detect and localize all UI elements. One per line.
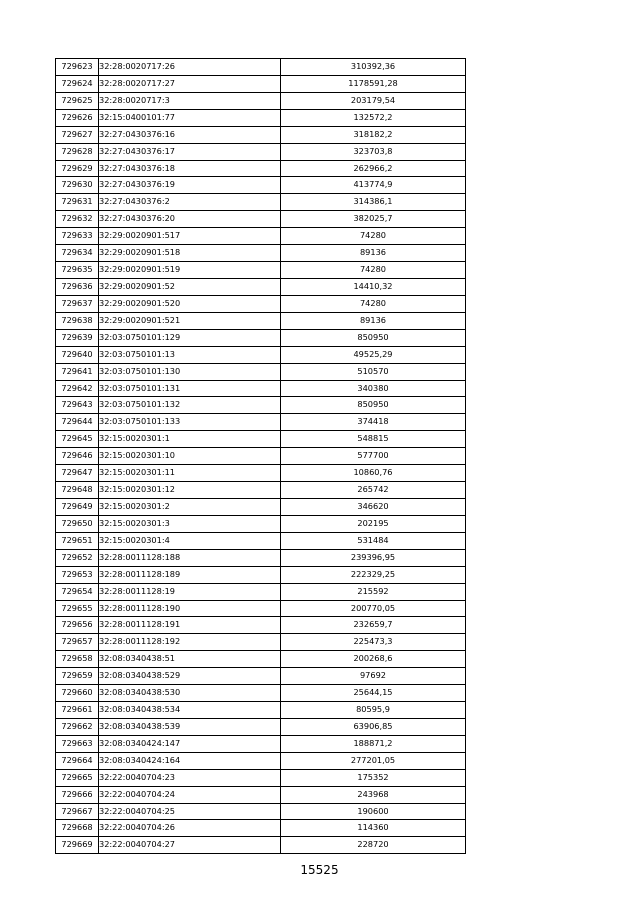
cadastral-number-cell: 32:28:0011128:192 [99, 634, 281, 651]
cadastral-value-cell: 132572,2 [281, 109, 466, 126]
table-row [56, 363, 466, 380]
cadastral-value-cell: 243968 [281, 786, 466, 803]
table-row [56, 92, 466, 109]
table-row [56, 75, 466, 92]
cadastral-value-cell: 228720 [281, 837, 466, 854]
table-row [56, 211, 466, 228]
table-row [56, 126, 466, 143]
table-row [56, 685, 466, 702]
table-body [56, 59, 466, 854]
cadastral-number-cell: 32:28:0020717:3 [99, 92, 281, 109]
cadastral-value-cell: 175352 [281, 769, 466, 786]
cadastral-number-cell: 32:28:0020717:27 [99, 75, 281, 92]
cadastral-number-cell: 32:28:0020717:26 [99, 59, 281, 76]
table-row [56, 651, 466, 668]
cadastral-value-cell: 340380 [281, 380, 466, 397]
record-id-cell: 729660 [56, 685, 99, 702]
cadastral-value-cell: 80595,9 [281, 702, 466, 719]
table-row [56, 702, 466, 719]
record-id-cell: 729631 [56, 194, 99, 211]
table-row [56, 498, 466, 515]
cadastral-number-cell: 32:27:0430376:18 [99, 160, 281, 177]
cadastral-number-cell: 32:08:0340438:529 [99, 668, 281, 685]
record-id-cell: 729666 [56, 786, 99, 803]
record-id-cell: 729656 [56, 617, 99, 634]
table-row [56, 295, 466, 312]
record-id-cell: 729642 [56, 380, 99, 397]
table-row [56, 617, 466, 634]
table-row [56, 583, 466, 600]
cadastral-number-cell: 32:08:0340438:534 [99, 702, 281, 719]
cadastral-number-cell: 32:29:0020901:520 [99, 295, 281, 312]
record-id-cell: 729644 [56, 414, 99, 431]
cadastral-value-cell: 63906,85 [281, 718, 466, 735]
table-row [56, 312, 466, 329]
cadastral-value-cell: 318182,2 [281, 126, 466, 143]
record-id-cell: 729626 [56, 109, 99, 126]
record-id-cell: 729624 [56, 75, 99, 92]
cadastral-number-cell: 32:28:0011128:19 [99, 583, 281, 600]
table-row [56, 380, 466, 397]
record-id-cell: 729664 [56, 752, 99, 769]
table-row [56, 329, 466, 346]
cadastral-value-cell: 310392,36 [281, 59, 466, 76]
cadastral-value-cell: 346620 [281, 498, 466, 515]
table-row [56, 600, 466, 617]
table-row [56, 59, 466, 76]
record-id-cell: 729638 [56, 312, 99, 329]
cadastral-value-cell: 548815 [281, 431, 466, 448]
cadastral-number-cell: 32:29:0020901:517 [99, 228, 281, 245]
cadastral-number-cell: 32:15:0020301:11 [99, 465, 281, 482]
cadastral-number-cell: 32:03:0750101:131 [99, 380, 281, 397]
cadastral-value-cell: 225473,3 [281, 634, 466, 651]
cadastral-value-cell: 577700 [281, 448, 466, 465]
table-row [56, 397, 466, 414]
table-row [56, 143, 466, 160]
cadastral-number-cell: 32:08:0340438:51 [99, 651, 281, 668]
cadastral-value-cell: 215592 [281, 583, 466, 600]
cadastral-number-cell: 32:29:0020901:52 [99, 278, 281, 295]
record-id-cell: 729630 [56, 177, 99, 194]
cadastral-value-table [55, 58, 466, 854]
cadastral-value-cell: 203179,54 [281, 92, 466, 109]
record-id-cell: 729623 [56, 59, 99, 76]
table-row [56, 752, 466, 769]
cadastral-number-cell: 32:15:0020301:4 [99, 532, 281, 549]
cadastral-value-cell: 10860,76 [281, 465, 466, 482]
table-row [56, 482, 466, 499]
cadastral-value-cell: 262966,2 [281, 160, 466, 177]
table-row [56, 177, 466, 194]
cadastral-number-cell: 32:08:0340424:164 [99, 752, 281, 769]
cadastral-value-cell: 382025,7 [281, 211, 466, 228]
record-id-cell: 729657 [56, 634, 99, 651]
cadastral-value-cell: 200268,6 [281, 651, 466, 668]
cadastral-number-cell: 32:15:0020301:10 [99, 448, 281, 465]
table-row [56, 515, 466, 532]
table-row [56, 278, 466, 295]
table-row [56, 194, 466, 211]
record-id-cell: 729650 [56, 515, 99, 532]
table-row [56, 837, 466, 854]
cadastral-value-cell: 97692 [281, 668, 466, 685]
record-id-cell: 729632 [56, 211, 99, 228]
cadastral-number-cell: 32:08:0340424:147 [99, 735, 281, 752]
cadastral-value-cell: 74280 [281, 262, 466, 279]
table-row [56, 245, 466, 262]
record-id-cell: 729633 [56, 228, 99, 245]
cadastral-value-cell: 114360 [281, 820, 466, 837]
cadastral-number-cell: 32:03:0750101:130 [99, 363, 281, 380]
cadastral-number-cell: 32:22:0040704:23 [99, 769, 281, 786]
cadastral-value-cell: 14410,32 [281, 278, 466, 295]
record-id-cell: 729653 [56, 566, 99, 583]
table-row [56, 668, 466, 685]
record-id-cell: 729635 [56, 262, 99, 279]
page-number: 15525 [300, 863, 339, 877]
record-id-cell: 729665 [56, 769, 99, 786]
record-id-cell: 729668 [56, 820, 99, 837]
record-id-cell: 729645 [56, 431, 99, 448]
record-id-cell: 729647 [56, 465, 99, 482]
table-row [56, 448, 466, 465]
table-row [56, 160, 466, 177]
record-id-cell: 729640 [56, 346, 99, 363]
cadastral-value-cell: 265742 [281, 482, 466, 499]
record-id-cell: 729669 [56, 837, 99, 854]
cadastral-value-cell: 200770,05 [281, 600, 466, 617]
record-id-cell: 729636 [56, 278, 99, 295]
table-row [56, 718, 466, 735]
table-row [56, 566, 466, 583]
cadastral-value-cell: 850950 [281, 397, 466, 414]
cadastral-value-cell: 89136 [281, 312, 466, 329]
cadastral-number-cell: 32:27:0430376:19 [99, 177, 281, 194]
cadastral-value-cell: 314386,1 [281, 194, 466, 211]
record-id-cell: 729661 [56, 702, 99, 719]
table-row [56, 262, 466, 279]
cadastral-value-cell: 74280 [281, 228, 466, 245]
cadastral-number-cell: 32:22:0040704:25 [99, 803, 281, 820]
record-id-cell: 729654 [56, 583, 99, 600]
table-row [56, 346, 466, 363]
cadastral-number-cell: 32:22:0040704:27 [99, 837, 281, 854]
cadastral-number-cell: 32:28:0011128:188 [99, 549, 281, 566]
record-id-cell: 729641 [56, 363, 99, 380]
cadastral-number-cell: 32:28:0011128:190 [99, 600, 281, 617]
table-row [56, 820, 466, 837]
cadastral-value-cell: 374418 [281, 414, 466, 431]
cadastral-value-cell: 74280 [281, 295, 466, 312]
record-id-cell: 729651 [56, 532, 99, 549]
cadastral-number-cell: 32:22:0040704:24 [99, 786, 281, 803]
table-row [56, 465, 466, 482]
record-id-cell: 729663 [56, 735, 99, 752]
cadastral-number-cell: 32:27:0430376:16 [99, 126, 281, 143]
cadastral-value-cell: 1178591,28 [281, 75, 466, 92]
table-row [56, 109, 466, 126]
record-id-cell: 729649 [56, 498, 99, 515]
cadastral-number-cell: 32:03:0750101:129 [99, 329, 281, 346]
cadastral-number-cell: 32:28:0011128:189 [99, 566, 281, 583]
record-id-cell: 729658 [56, 651, 99, 668]
record-id-cell: 729628 [56, 143, 99, 160]
table-row [56, 735, 466, 752]
table-row [56, 532, 466, 549]
cadastral-value-cell: 188871,2 [281, 735, 466, 752]
record-id-cell: 729662 [56, 718, 99, 735]
cadastral-number-cell: 32:27:0430376:2 [99, 194, 281, 211]
cadastral-number-cell: 32:15:0020301:12 [99, 482, 281, 499]
record-id-cell: 729639 [56, 329, 99, 346]
record-id-cell: 729629 [56, 160, 99, 177]
record-id-cell: 729646 [56, 448, 99, 465]
record-id-cell: 729634 [56, 245, 99, 262]
table-row [56, 549, 466, 566]
record-id-cell: 729643 [56, 397, 99, 414]
cadastral-value-cell: 413774,9 [281, 177, 466, 194]
cadastral-number-cell: 32:15:0020301:2 [99, 498, 281, 515]
cadastral-value-cell: 531484 [281, 532, 466, 549]
record-id-cell: 729652 [56, 549, 99, 566]
record-id-cell: 729637 [56, 295, 99, 312]
table-row [56, 769, 466, 786]
record-id-cell: 729627 [56, 126, 99, 143]
cadastral-value-cell: 239396,95 [281, 549, 466, 566]
table-row [56, 634, 466, 651]
cadastral-value-cell: 323703,8 [281, 143, 466, 160]
cadastral-number-cell: 32:29:0020901:521 [99, 312, 281, 329]
record-id-cell: 729625 [56, 92, 99, 109]
cadastral-value-cell: 89136 [281, 245, 466, 262]
cadastral-value-cell: 510570 [281, 363, 466, 380]
cadastral-number-cell: 32:27:0430376:17 [99, 143, 281, 160]
cadastral-number-cell: 32:08:0340438:530 [99, 685, 281, 702]
cadastral-number-cell: 32:27:0430376:20 [99, 211, 281, 228]
cadastral-number-cell: 32:29:0020901:518 [99, 245, 281, 262]
table-row [56, 228, 466, 245]
cadastral-number-cell: 32:03:0750101:133 [99, 414, 281, 431]
table-row [56, 431, 466, 448]
cadastral-value-cell: 850950 [281, 329, 466, 346]
record-id-cell: 729648 [56, 482, 99, 499]
record-id-cell: 729655 [56, 600, 99, 617]
cadastral-value-cell: 202195 [281, 515, 466, 532]
cadastral-value-cell: 277201,05 [281, 752, 466, 769]
record-id-cell: 729659 [56, 668, 99, 685]
cadastral-number-cell: 32:03:0750101:132 [99, 397, 281, 414]
table-row [56, 414, 466, 431]
cadastral-number-cell: 32:15:0020301:1 [99, 431, 281, 448]
cadastral-number-cell: 32:08:0340438:539 [99, 718, 281, 735]
record-id-cell: 729667 [56, 803, 99, 820]
cadastral-value-cell: 232659,7 [281, 617, 466, 634]
cadastral-number-cell: 32:15:0400101:77 [99, 109, 281, 126]
cadastral-value-cell: 49525,29 [281, 346, 466, 363]
cadastral-number-cell: 32:29:0020901:519 [99, 262, 281, 279]
cadastral-value-cell: 190600 [281, 803, 466, 820]
cadastral-number-cell: 32:03:0750101:13 [99, 346, 281, 363]
table-row [56, 803, 466, 820]
cadastral-number-cell: 32:15:0020301:3 [99, 515, 281, 532]
cadastral-number-cell: 32:22:0040704:26 [99, 820, 281, 837]
table-row [56, 786, 466, 803]
cadastral-number-cell: 32:28:0011128:191 [99, 617, 281, 634]
cadastral-value-cell: 222329,25 [281, 566, 466, 583]
cadastral-value-cell: 25644,15 [281, 685, 466, 702]
